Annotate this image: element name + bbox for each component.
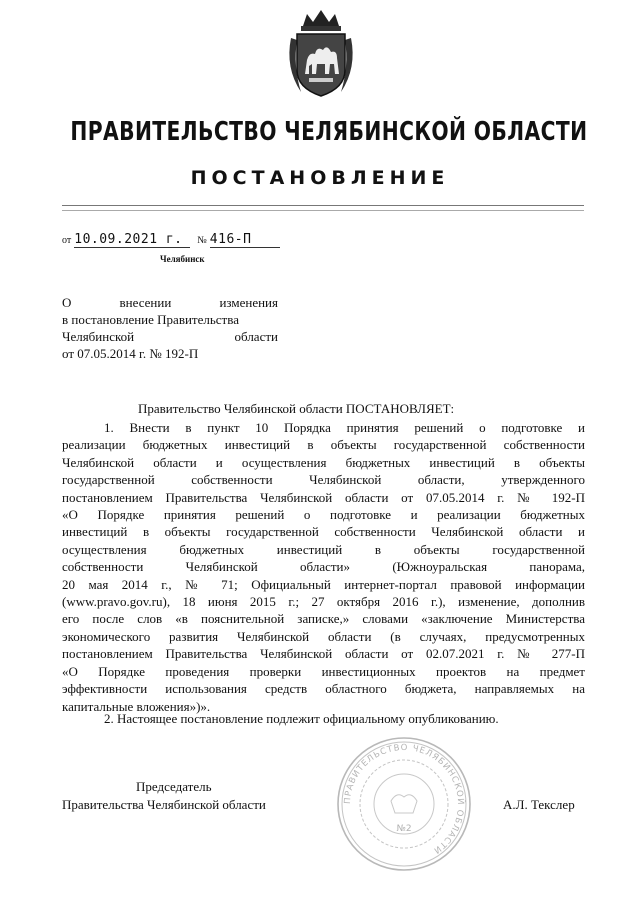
subject-line: Челябинской области xyxy=(62,329,278,344)
signatory-name: А.Л. Текслер xyxy=(503,797,575,812)
signatory-title: Председатель xyxy=(136,779,212,794)
paragraph-line: экономического развития Челябинской области (в случаях, предусмотренных xyxy=(62,628,585,644)
paragraph-line: (www.pravo.gov.ru), 18 июня 2015 г.; 27 октября 2016 г.), изменение, дополнив xyxy=(62,594,585,610)
coat-of-arms-icon xyxy=(283,8,359,102)
paragraph-line: осуществления бюджетных инвестиций в объекты государственной xyxy=(62,541,585,557)
paragraph-line: Челябинской области и осуществления бюджетных инвестиций в объекты xyxy=(62,454,585,470)
document-date: 10.09.2021 г. xyxy=(74,232,190,248)
item-1-paragraph xyxy=(62,419,585,715)
preamble: Правительство Челябинской области ПОСТАНОВЛЯЕТ: xyxy=(138,401,455,416)
paragraph-line: эффективности использования средств областного бюджета, направляемых на xyxy=(62,681,585,697)
document-type: ПОСТАНОВЛЕНИЕ xyxy=(190,167,450,189)
document-subject xyxy=(62,294,278,362)
header-divider xyxy=(62,205,584,206)
paragraph-line: государственной собственности Челябинской области, утвержденного xyxy=(62,472,585,488)
seal-center-text: №2 xyxy=(396,824,412,834)
paragraph-line: инвестиций в объекты государственной собственности Челябинской области и xyxy=(62,524,585,540)
subject-line: от 07.05.2014 г. № 192-П xyxy=(62,346,199,361)
item-2-paragraph: 2. Настоящее постановление подлежит официальному опубликованию. xyxy=(104,711,499,726)
paragraph-line: «О Порядке проведения проверки инвестиционных проектов на предмет xyxy=(62,663,585,679)
paragraph-line: его после слов «в пояснительной записке,» словами «заключение Министерства xyxy=(62,611,585,627)
document-number: 416-П xyxy=(210,232,280,248)
paragraph-line: постановлением Правительства Челябинской области от 07.05.2014 г. № 192-П xyxy=(62,489,585,505)
official-seal-icon xyxy=(335,735,473,873)
subject-line: в постановление Правительства xyxy=(62,312,239,327)
government-title: ПРАВИТЕЛЬСТВО ЧЕЛЯБИНСКОЙ ОБЛАСТИ xyxy=(70,117,588,147)
svg-text:ПРАВИТЕЛЬСТВО ЧЕЛЯБИНСКОЙ ОБЛА xyxy=(343,743,467,856)
paragraph-line: 1. Внести в пункт 10 Порядка принятия решений о подготовке и xyxy=(104,420,585,435)
subject-line: О внесении изменения xyxy=(62,295,278,310)
header-divider-thin xyxy=(62,210,584,211)
signatory-title-org: Правительства Челябинской области xyxy=(62,797,266,812)
paragraph-line: 20 мая 2014 г., № 71; Официальный интернет-портал правовой информации xyxy=(62,576,585,592)
paragraph-line: постановлением Правительства Челябинской области от 02.07.2021 г. № 277-П xyxy=(62,646,585,662)
date-number-row xyxy=(62,232,280,248)
paragraph-line: реализации бюджетных инвестиций в объекты государственной собственности xyxy=(62,437,585,453)
number-prefix: № xyxy=(197,235,207,246)
paragraph-line: собственности Челябинской области» (Южноуральская панорама, xyxy=(62,559,585,575)
date-prefix: от xyxy=(62,235,72,246)
document-city: Челябинск xyxy=(160,254,205,264)
seal-ring-text: ПРАВИТЕЛЬСТВО ЧЕЛЯБИНСКОЙ ОБЛАСТИ xyxy=(342,742,466,856)
paragraph-line: капитальные вложения»)». xyxy=(62,698,211,714)
paragraph-line: «О Порядке принятия решений о подготовке и реализации бюджетных xyxy=(62,507,585,523)
